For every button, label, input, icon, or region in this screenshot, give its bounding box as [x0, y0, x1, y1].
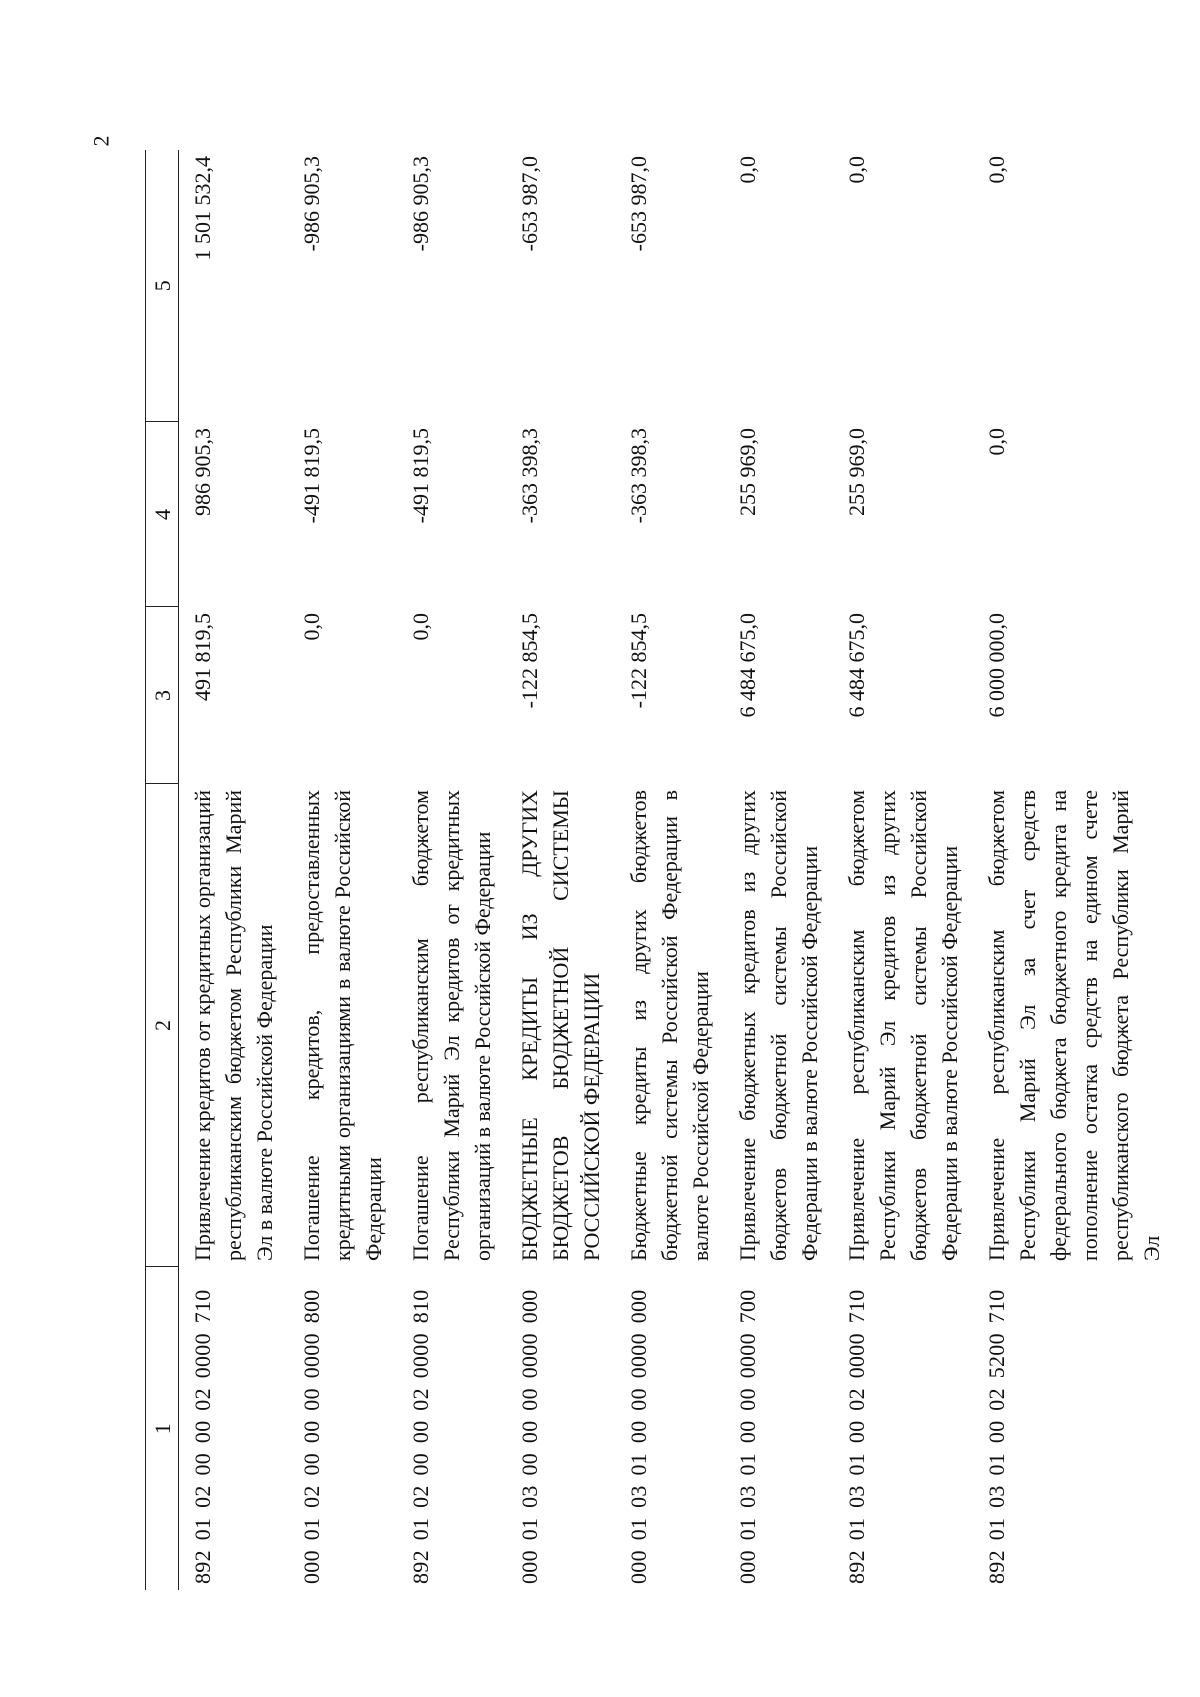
value-col4: -491 819,5: [408, 428, 433, 524]
table-row: [615, 150, 724, 1590]
item-name: Привлечение бюджетных кредитов из других бюджетов бюджетной системы Российской Федерации в валюте Российской Федерации: [735, 790, 822, 1261]
column-header-3: 3: [146, 607, 179, 784]
budget-code: 892 01 03 01 00 02 0000 710: [844, 1289, 869, 1584]
value-col5: 0,0: [844, 156, 869, 184]
item-name: Привлечение кредитов от кредитных организаций республиканским бюджетом Республики Марий Эл в валюте Российской Федерации: [190, 790, 277, 1261]
value-col5: 0,0: [984, 156, 1009, 184]
budget-sources-table: [145, 150, 1175, 1590]
budget-code: 000 01 03 00 00 00 0000 000: [517, 1289, 542, 1584]
column-header-1: 1: [146, 1267, 179, 1590]
item-name: БЮДЖЕТНЫЕ КРЕДИТЫ ИЗ ДРУГИХ БЮДЖЕТОВ БЮДЖЕТНОЙ СИСТЕМЫ РОССИЙСКОЙ ФЕДЕРАЦИИ: [517, 790, 604, 1261]
value-col5: 0,0: [735, 156, 760, 184]
table-row: [179, 150, 289, 1590]
item-name: Привлечение республиканским бюджетом Республики Марий Эл кредитов из других бюджетов бюджетной системы Российской Федерации в валюте Российской Федерации: [844, 790, 962, 1261]
item-name: Привлечение республиканским бюджетом Республики Марий Эл за счет средств федерального бюджета бюджетного кредита на пополнение остатка средств на едином счете республиканского бюджета Республики Марий Эл: [984, 790, 1164, 1261]
value-col4: 255 969,0: [844, 428, 869, 516]
value-col3: -122 854,5: [626, 613, 651, 709]
value-col4: 255 969,0: [735, 428, 760, 516]
value-col3: -122 854,5: [517, 613, 542, 709]
value-col3: 0,0: [408, 613, 433, 641]
value-col4: -363 398,3: [626, 428, 651, 524]
value-col3: 6 000 000,0: [984, 613, 1009, 718]
value-col5: -653 987,0: [626, 156, 651, 252]
value-col5: -986 905,3: [408, 156, 433, 252]
value-col3: 491 819,5: [190, 613, 215, 701]
item-name: Погашение республиканским бюджетом Республики Марий Эл кредитов от кредитных организаций в валюте Российской Федерации: [408, 790, 495, 1261]
value-col3: 6 484 675,0: [735, 613, 760, 718]
rotated-table-container: [145, 150, 1164, 1590]
table-row: [397, 150, 506, 1590]
value-col3: 0,0: [299, 613, 324, 641]
value-col5: 1 501 532,4: [190, 156, 215, 261]
value-col4: 986 905,3: [190, 428, 215, 516]
value-col4: 0,0: [984, 428, 1009, 456]
page-number: 2: [88, 135, 114, 147]
value-col4: -491 819,5: [299, 428, 324, 524]
table-row: [724, 150, 833, 1590]
value-col4: -363 398,3: [517, 428, 542, 524]
table-row: [288, 150, 397, 1590]
column-header-4: 4: [146, 422, 179, 607]
column-header-5: 5: [146, 150, 179, 422]
value-col5: -653 987,0: [517, 156, 542, 252]
value-col5: -986 905,3: [299, 156, 324, 252]
budget-code: 892 01 02 00 00 02 0000 710: [190, 1289, 215, 1584]
budget-code: 892 01 02 00 00 02 0000 810: [408, 1289, 433, 1584]
table-row: [833, 150, 973, 1590]
budget-code: 892 01 03 01 00 02 5200 710: [984, 1289, 1009, 1584]
budget-code: 000 01 02 00 00 00 0000 800: [299, 1289, 324, 1584]
item-name: Бюджетные кредиты из других бюджетов бюджетной системы Российской Федерации в валюте Российской Федерации: [626, 790, 713, 1261]
budget-code: 000 01 03 01 00 00 0000 700: [735, 1289, 760, 1584]
table-row: [973, 150, 1175, 1590]
column-header-2: 2: [146, 784, 179, 1267]
budget-code: 000 01 03 01 00 00 0000 000: [626, 1289, 651, 1584]
table-row: [506, 150, 615, 1590]
item-name: Погашение кредитов, предоставленных кредитными организациями в валюте Российской Федерации: [299, 790, 386, 1261]
value-col3: 6 484 675,0: [844, 613, 869, 718]
table-header-row: [146, 150, 179, 1590]
